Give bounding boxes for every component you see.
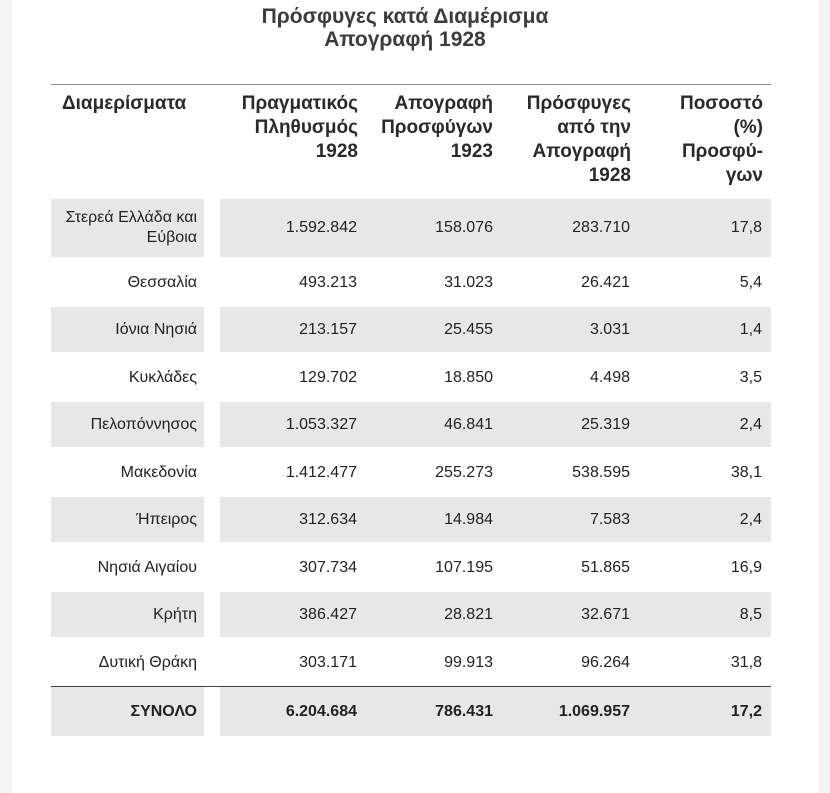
region-name: Δυτική Θράκη xyxy=(98,653,197,671)
refugees-1923: 46.841 xyxy=(444,415,493,433)
region-name: Κρήτη xyxy=(153,605,197,623)
table-row xyxy=(51,307,771,352)
refugees-1923: 255.273 xyxy=(435,463,493,481)
left-margin xyxy=(0,0,12,793)
table-row xyxy=(51,592,771,637)
refugees-1928: 538.595 xyxy=(572,463,630,481)
region-name: Στερεά Ελλάδα και Εύβοια xyxy=(65,209,197,246)
refugee-percentage: 8,5 xyxy=(739,605,762,623)
refugees-1928: 96.264 xyxy=(581,653,630,671)
refugees-1923: 18.850 xyxy=(444,368,493,386)
table-row xyxy=(51,355,771,400)
table-row xyxy=(51,260,771,305)
region-name: Ήπειρος xyxy=(136,510,197,528)
refugee-percentage: 16,9 xyxy=(730,558,762,576)
table-title: Πρόσφυγες κατά Διαμέρισμα xyxy=(261,5,549,28)
total-population-1928: 6.204.684 xyxy=(285,702,357,720)
header-refugee-percentage: Ποσοστό (%) Προσφύ-γων xyxy=(679,93,763,186)
refugees-1928: 283.710 xyxy=(572,219,630,236)
refugees-1923: 28.821 xyxy=(444,605,493,623)
region-name: Νησιά Αιγαίου xyxy=(97,558,197,576)
table-row xyxy=(51,199,771,257)
refugees-1928: 3.031 xyxy=(589,320,630,338)
region-name: Πελοπόννησος xyxy=(90,415,197,433)
refugee-percentage: 1,4 xyxy=(739,320,762,338)
refugee-percentage: 3,5 xyxy=(739,368,762,386)
refugees-1923: 25.455 xyxy=(444,320,493,338)
population-1928: 129.702 xyxy=(299,368,357,386)
refugees-1928: 4.498 xyxy=(589,368,630,386)
refugees-1923: 14.984 xyxy=(444,510,493,528)
region-name: Κυκλάδες xyxy=(128,368,197,386)
region-name: Μακεδονία xyxy=(120,463,197,481)
refugee-percentage: 2,4 xyxy=(739,415,762,433)
region-name: Ιόνια Νησιά xyxy=(115,320,197,338)
refugees-1923: 99.913 xyxy=(444,653,493,671)
total-refugees-1928: 1.069.957 xyxy=(558,702,630,720)
total-label: ΣΥΝΟΛΟ xyxy=(130,702,197,720)
refugee-percentage: 5,4 xyxy=(739,273,762,291)
refugees-1923: 107.195 xyxy=(435,558,493,576)
table-row xyxy=(51,497,771,542)
table-row xyxy=(51,402,771,447)
population-1928: 1.053.327 xyxy=(285,415,357,433)
header-population-1928: Πραγματικός Πληθυσμός 1928 xyxy=(241,93,358,162)
table-row xyxy=(51,640,771,685)
total-row xyxy=(51,687,771,736)
header-top-rule xyxy=(51,84,771,85)
table-row xyxy=(51,545,771,590)
refugees-1928: 32.671 xyxy=(581,605,630,623)
refugee-percentage: 17,8 xyxy=(730,219,762,236)
right-margin xyxy=(818,0,830,793)
population-1928: 1.592.842 xyxy=(285,219,357,236)
region-name: Θεσσαλία xyxy=(127,273,197,291)
population-1928: 307.734 xyxy=(299,558,357,576)
refugees-1928: 25.319 xyxy=(581,415,630,433)
refugee-percentage: 38,1 xyxy=(730,463,762,481)
header-refugees-1923: Απογραφή Προσφύγων 1923 xyxy=(381,93,493,162)
total-refugees-1923: 786.431 xyxy=(435,702,493,720)
refugees-1923: 158.076 xyxy=(435,219,493,236)
refugees-1928: 7.583 xyxy=(589,510,630,528)
table-row xyxy=(51,450,771,495)
table-subtitle: Απογραφή 1928 xyxy=(324,28,486,51)
total-refugee-percentage: 17,2 xyxy=(730,702,762,720)
refugees-1923: 31.023 xyxy=(444,273,493,291)
refugees-1928: 26.421 xyxy=(581,273,630,291)
population-1928: 386.427 xyxy=(299,605,357,623)
population-1928: 493.213 xyxy=(299,273,357,291)
refugee-percentage: 31,8 xyxy=(730,653,762,671)
population-1928: 303.171 xyxy=(299,653,357,671)
population-1928: 213.157 xyxy=(299,320,357,338)
population-1928: 1.412.477 xyxy=(285,463,357,481)
refugees-1928: 51.865 xyxy=(581,558,630,576)
header-regions: Διαμερίσματα xyxy=(62,93,187,114)
header-refugees-1928: Πρόσφυγες από την Απογραφή 1928 xyxy=(526,93,631,186)
population-1928: 312.634 xyxy=(299,510,357,528)
refugee-percentage: 2,4 xyxy=(739,510,762,528)
